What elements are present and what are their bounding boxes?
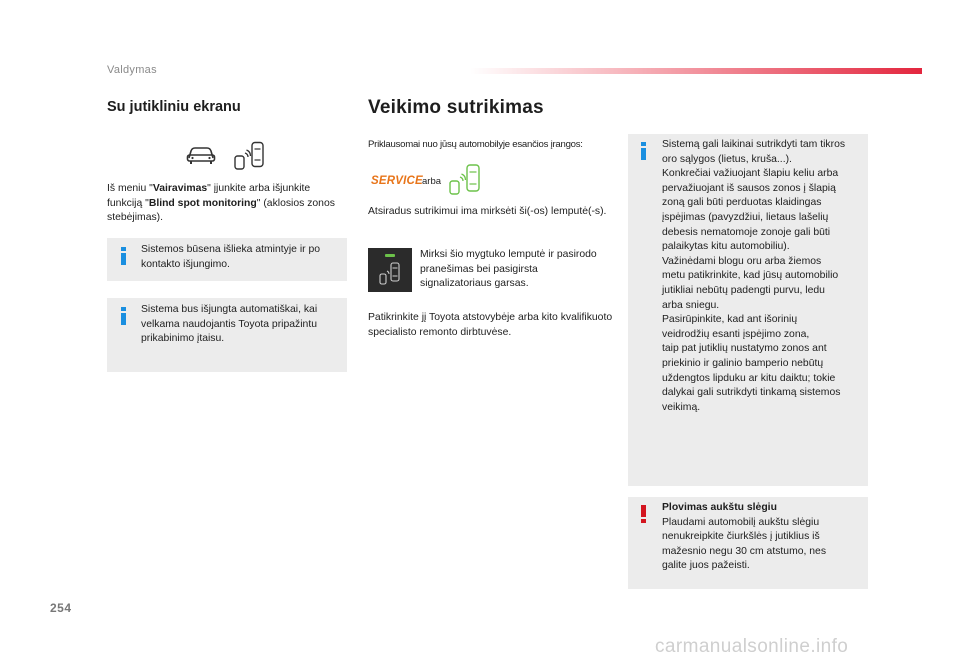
malfunction-heading: Veikimo sutrikimas xyxy=(368,97,544,118)
button-led-indicator xyxy=(385,254,395,257)
blind-spot-green-lamp-icon xyxy=(446,163,484,202)
section-title: Valdymas xyxy=(107,64,157,76)
info-icon xyxy=(641,142,646,160)
info-icon xyxy=(121,307,126,325)
touchscreen-heading: Su jutikliniu ekranu xyxy=(107,99,241,115)
settings-instruction: Iš meniu "Vairavimas" įjunkite arba išjunkite funkciją "Blind spot monitoring" (aklosios zonos stebėjimas). xyxy=(107,183,335,224)
service-warning-lamp: SERVICE xyxy=(371,175,423,187)
warning-title: Plovimas aukštu slėgiu xyxy=(662,502,777,513)
equipment-intro: Priklausomai nuo jūsų automobilyje esančios įrangos: xyxy=(368,139,583,150)
button-lamp-text: Mirksi šio mygtuko lemputė ir pasirodo pranešimas bei pasigirsta signalizatoriaus garsas. xyxy=(420,249,597,290)
blind-spot-button-image xyxy=(368,248,412,292)
blind-spot-icon xyxy=(232,141,266,176)
info-icon xyxy=(121,247,126,265)
car-icon xyxy=(185,142,217,171)
info-note-memory xyxy=(107,238,347,281)
info-note-weather xyxy=(628,134,868,486)
dealer-check-text: Patikrinkite jį Toyota atstovybėje arba kito kvalifikuoto specialisto remonto dirbtuvėse. xyxy=(368,312,613,338)
note-memory-text: Sistemos būsena išlieka atmintyje ir po kontakto išjungimo. xyxy=(141,244,321,270)
warning-note-text: Plovimas aukštu slėgiu Plaudami automobilį aukštu slėgiu nenukreipkite čiurkšlės į jutiklius iš mažesnio negu 30 cm atstumo, nes galite juos pažeisti. xyxy=(662,501,867,574)
warning-note-high-pressure xyxy=(628,497,868,589)
menu-name-vairavimas: Vairavimas xyxy=(152,183,208,194)
header-accent-bar xyxy=(470,68,922,74)
note-towing-text: Sistema bus išjungta automatiškai, kai velkama naudojantis Toyota pripažintu prikabinimo įtaisu. xyxy=(141,304,318,345)
weather-note-text: Sistemą gali laikinai sutrikdyti tam tikros oro sąlygos (lietus, kruša...). Konkrečiai važiuojant šlapiu keliu arba pervažiuojant iš sausos zonos į šlapią zoną gali būti perduotas klaidingas įspėjimas (pavyzdžiui, lietaus lašelių debesis nematomoje zonoje gali būti palaikytas kitu automobiliu). Važinėdami blogu oru arba žiemos metu patikrinkite, kad jūsų automobilio jutikliai nebūtų padengti purvu, ledu arba sniegu. Pasirūpinkite, kad ant išorinių veidrodžių esanti įspėjimo zona, taip pat jutiklių nustatymo zonos ant priekinio ir galinio bamperio nebūtų uždengtos lipduku ar kitu daiktu; tokie dalykai gali sutrikdyti tinkamą sistemos veikimą. xyxy=(662,139,846,413)
watermark: carmanualsonline.info xyxy=(655,636,849,657)
warning-icon xyxy=(641,505,646,523)
info-note-towing xyxy=(107,298,347,372)
lamp-flash-text: Atsiradus sutrikimui ima mirksėti ši(-os) lemputė(-s). xyxy=(368,206,607,217)
page-number: 254 xyxy=(50,601,72,615)
or-label: arba xyxy=(422,176,442,187)
function-name: Blind spot monitoring xyxy=(148,197,257,209)
